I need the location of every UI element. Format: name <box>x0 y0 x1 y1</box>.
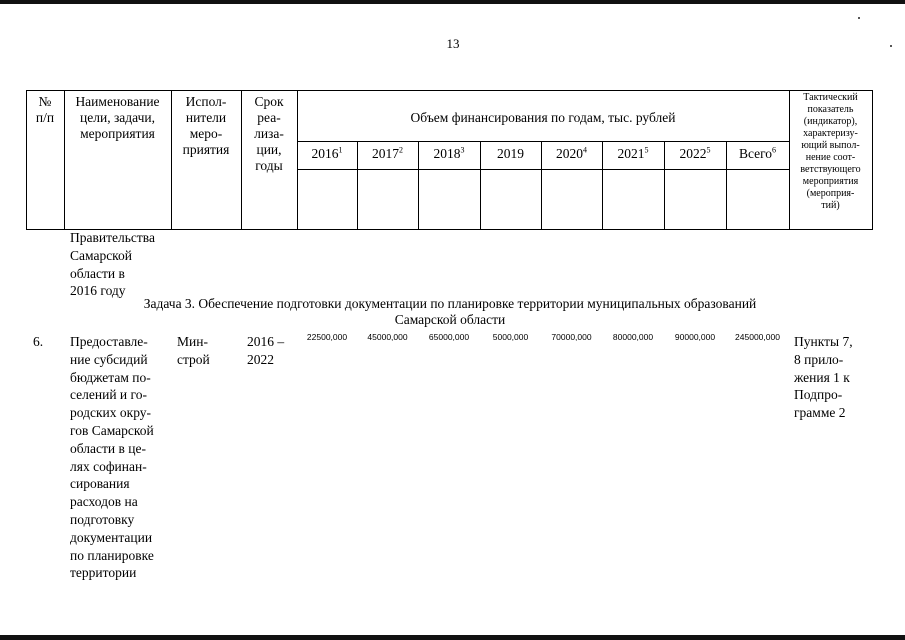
header-year-2020: 2020$^4$ <box>556 145 587 161</box>
continuation-text: Правительства Самарской области в 2016 году <box>70 230 155 299</box>
value-2016: 22500,000 <box>306 332 348 342</box>
value-2021: 80000,000 <box>612 332 654 342</box>
top-scan-border <box>0 0 905 4</box>
value-2017: 45000,000 <box>367 332 408 342</box>
value-total: 245000,000 <box>735 332 780 342</box>
header-executors-column: Испол- нители меро- приятия <box>182 94 230 157</box>
header-name-column: Наименование цели, задачи, мероприятия <box>75 94 160 141</box>
header-year-2022: 2022$^5$ <box>679 145 711 161</box>
header-year-2017: 2017$^2$ <box>372 145 403 161</box>
header-year-2016: 2016$^1$ <box>311 145 343 161</box>
bottom-scan-border <box>0 635 905 640</box>
scan-speck <box>890 45 892 47</box>
row-activity-name: Предоставле- ние субсидий бюджетам по- селений и го- родских окру- гов Самарской области в це- лях софинан- сирования расходов на подготовку документации по планировке территории <box>70 334 154 581</box>
scan-speck <box>858 17 860 19</box>
value-2020: 70000,000 <box>551 332 592 342</box>
value-2018: 65000,000 <box>428 332 470 342</box>
task-heading: Задача 3. Обеспечение подготовки документации по планировке территории муниципальных образований Самарской области <box>143 296 757 327</box>
row-term: 2016 – 2022 <box>247 334 285 367</box>
header-indicator-column: Тактический показатель (индикатор), характеризу- ющий выпол- нение соот- ветствующего мероприятия (мероприя- тий) <box>800 92 861 211</box>
header-year-2018: 2018$^3$ <box>433 145 465 161</box>
header-year-2019: 2019 <box>497 146 524 161</box>
value-2019: 5000,000 <box>492 332 529 342</box>
header-term-column: Срок реа- лиза- ции, годы <box>254 94 284 173</box>
header-year-total: Всего$^6$ <box>738 145 777 161</box>
header-year-2021: 2021$^5$ <box>617 145 649 161</box>
page-number: 13 <box>446 36 460 51</box>
value-2022: 90000,000 <box>674 332 716 342</box>
row-number: 6. <box>33 334 44 349</box>
header-number-column: № п/п <box>35 94 55 125</box>
row-indicator: Пункты 7, 8 прило- жения 1 к Подпро- грамме 2 <box>794 334 853 421</box>
header-funding-title: Объем финансирования по годам, тыс. рублей <box>410 110 676 125</box>
row-executor: Мин- строй <box>177 334 210 367</box>
